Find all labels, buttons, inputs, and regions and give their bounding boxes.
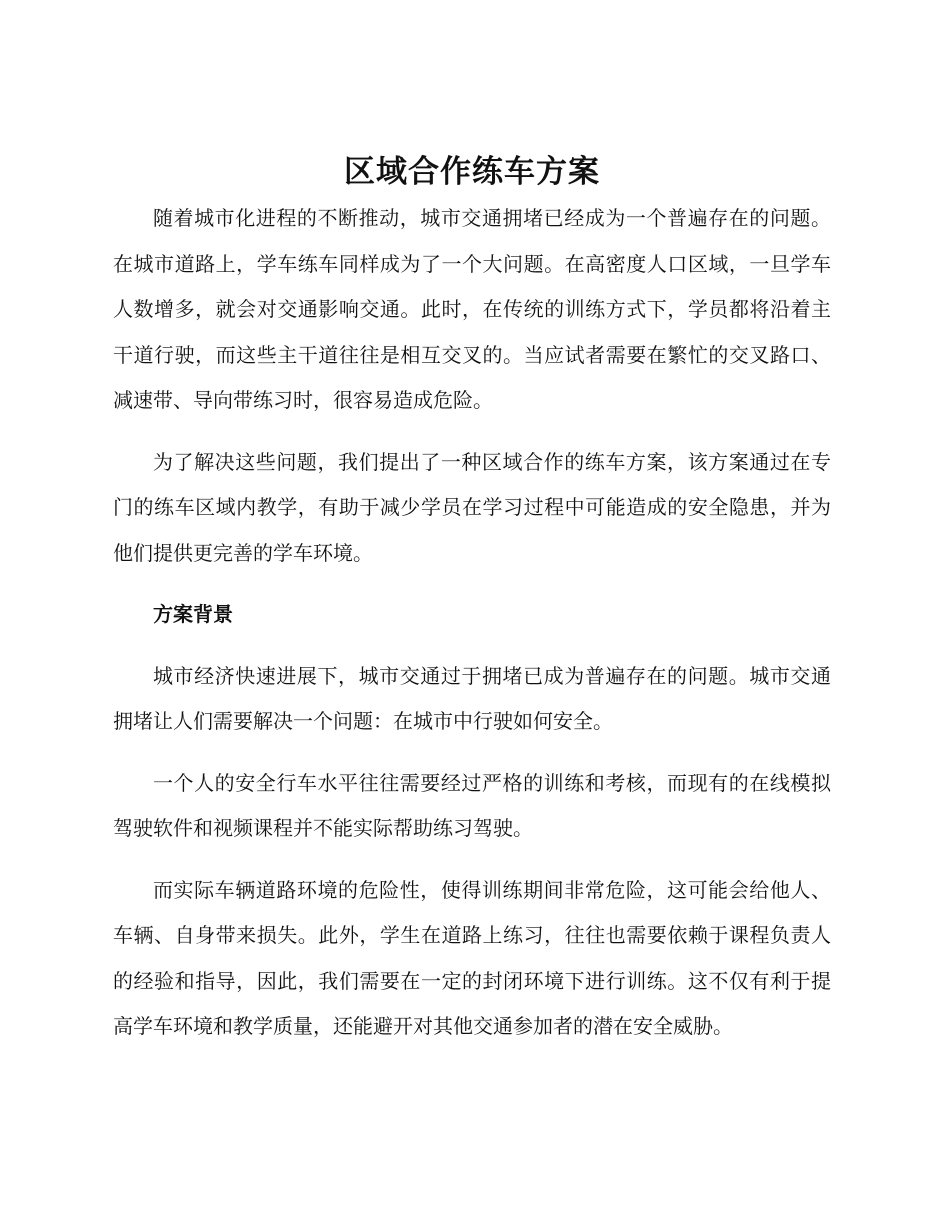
document-body [113, 148, 831, 1066]
proposal-paragraph: 为了解决这些问题，我们提出了一种区域合作的练车方案，该方案通过在专门的练车区域内教学，有助于减少学员在学习过程中可能造成的安全隐患，并为他们提供更完善的学车环境。 [113, 449, 831, 565]
section-heading: 方案背景 [153, 602, 233, 626]
background-paragraph: 城市经济快速进展下，城市交通过于拥堵已成为普遍存在的问题。城市交通拥堵让人们需要解决一个问题：在城市中行驶如何安全。 [113, 663, 831, 733]
background-paragraph: 而实际车辆道路环境的危险性，使得训练期间非常危险，这可能会给他人、车辆、自身带来损失。此外，学生在道路上练习，往往也需要依赖于课程负责人的经验和指导，因此，我们需要在一定的封闭环境下进行训练。这不仅有利于提高学车环境和教学质量，还能避开对其他交通参加者的潜在安全威胁。 [113, 877, 831, 1038]
document-title: 区域合作练车方案 [344, 154, 600, 190]
background-paragraph: 一个人的安全行车水平往往需要经过严格的训练和考核，而现有的在线模拟驾驶软件和视频课程并不能实际帮助练习驾驶。 [113, 770, 831, 840]
intro-paragraph: 随着城市化进程的不断推动，城市交通拥堵已经成为一个普遍存在的问题。在城市道路上，学车练车同样成为了一个大问题。在高密度人口区域，一旦学车人数增多，就会对交通影响交通。此时，在传统的训练方式下，学员都将沿着主干道行驶，而这些主干道往往是相互交叉的。当应试者需要在繁忙的交叉路口、减速带、导向带练习时，很容易造成危险。 [113, 206, 831, 412]
